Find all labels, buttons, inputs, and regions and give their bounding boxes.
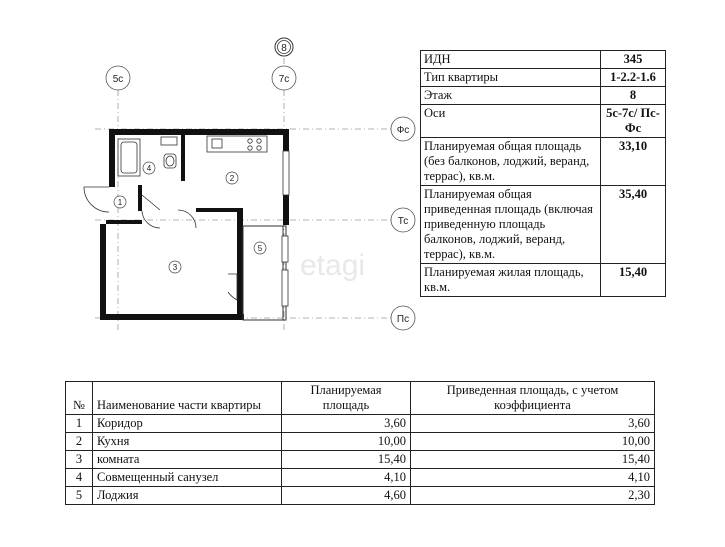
info-label: Оси: [421, 105, 601, 138]
row-num: 2: [66, 433, 93, 451]
room-label-2: [226, 172, 238, 184]
rooms-table: [65, 381, 655, 505]
svg-text:5: 5: [257, 244, 263, 253]
row-name: Лоджия: [93, 487, 282, 505]
info-row: [421, 138, 666, 186]
header-reduced: Приведенная площадь, с учетом коэффициента: [411, 382, 655, 415]
row-area: 10,00: [282, 433, 411, 451]
table-row: [66, 469, 655, 487]
axis-label-tc: Тс: [397, 216, 409, 227]
info-label: Этаж: [421, 87, 601, 105]
section-number: 8: [281, 43, 287, 54]
room-label-5: [254, 242, 266, 254]
info-row: [421, 51, 666, 69]
room-label-4: [143, 162, 155, 174]
row-area: 4,10: [282, 469, 411, 487]
info-label: Планируемая общая приведенная площадь (включая приведенную площадь балконов, лоджий, веранд, террас), кв.м.: [421, 186, 601, 264]
row-area: 3,60: [282, 415, 411, 433]
row-num: 3: [66, 451, 93, 469]
table-row: [66, 487, 655, 505]
info-value: 5с-7с/ Пс-Фс: [601, 105, 666, 138]
axis-bubble-section: [275, 38, 293, 56]
room-label-3: [169, 261, 181, 273]
info-value: 33,10: [601, 138, 666, 186]
info-label: Тип квартиры: [421, 69, 601, 87]
info-row: [421, 105, 666, 138]
doors: [84, 187, 237, 300]
header-area: Планируемая площадь: [282, 382, 411, 415]
row-name: Совмещенный санузел: [93, 469, 282, 487]
row-reduced: 2,30: [411, 487, 655, 505]
row-area: 4,60: [282, 487, 411, 505]
axis-label-5c: 5с: [112, 74, 124, 85]
axis-bubble-7c: [272, 66, 296, 90]
axis-label-pc: Пс: [396, 314, 410, 325]
info-row: [421, 69, 666, 87]
info-value: 345: [601, 51, 666, 69]
info-row: [421, 186, 666, 264]
row-reduced: 15,40: [411, 451, 655, 469]
info-value: 1-2.2-1.6: [601, 69, 666, 87]
svg-text:1: 1: [117, 198, 123, 207]
info-value: 15,40: [601, 264, 666, 297]
row-reduced: 4,10: [411, 469, 655, 487]
axis-bubble-pc: [391, 306, 415, 330]
axis-label-fc: Фс: [396, 125, 410, 136]
svg-text:2: 2: [229, 174, 235, 183]
header-name: Наименование части квартиры: [93, 382, 282, 415]
axis-label-7c: 7с: [278, 74, 290, 85]
table-row: [66, 433, 655, 451]
axis-bubble-fc: [391, 117, 415, 141]
axis-bubble-5c: [106, 66, 130, 90]
table-row: [66, 415, 655, 433]
walls: [100, 129, 289, 320]
info-label: Планируемая жилая площадь, кв.м.: [421, 264, 601, 297]
room-label-1: [114, 196, 126, 208]
row-num: 1: [66, 415, 93, 433]
watermark: etagi: [300, 249, 366, 282]
kitchen-fixtures: [207, 136, 267, 152]
info-row: [421, 87, 666, 105]
table-row: [66, 451, 655, 469]
row-reduced: 3,60: [411, 415, 655, 433]
info-row: [421, 264, 666, 297]
row-name: комната: [93, 451, 282, 469]
header-num: №: [66, 382, 93, 415]
apartment-info-table: [420, 50, 666, 297]
svg-text:3: 3: [172, 263, 178, 272]
axis-bubble-tc: [391, 208, 415, 232]
info-label: Планируемая общая площадь (без балконов, лоджий, веранд, террас), кв.м.: [421, 138, 601, 186]
row-area: 15,40: [282, 451, 411, 469]
rooms-table-header: [66, 382, 655, 415]
loggia-outline: [243, 226, 286, 320]
info-value: 8: [601, 87, 666, 105]
row-reduced: 10,00: [411, 433, 655, 451]
row-num: 4: [66, 469, 93, 487]
info-value: 35,40: [601, 186, 666, 264]
row-num: 5: [66, 487, 93, 505]
row-name: Кухня: [93, 433, 282, 451]
info-label: ИДН: [421, 51, 601, 69]
row-name: Коридор: [93, 415, 282, 433]
svg-text:4: 4: [146, 164, 152, 173]
